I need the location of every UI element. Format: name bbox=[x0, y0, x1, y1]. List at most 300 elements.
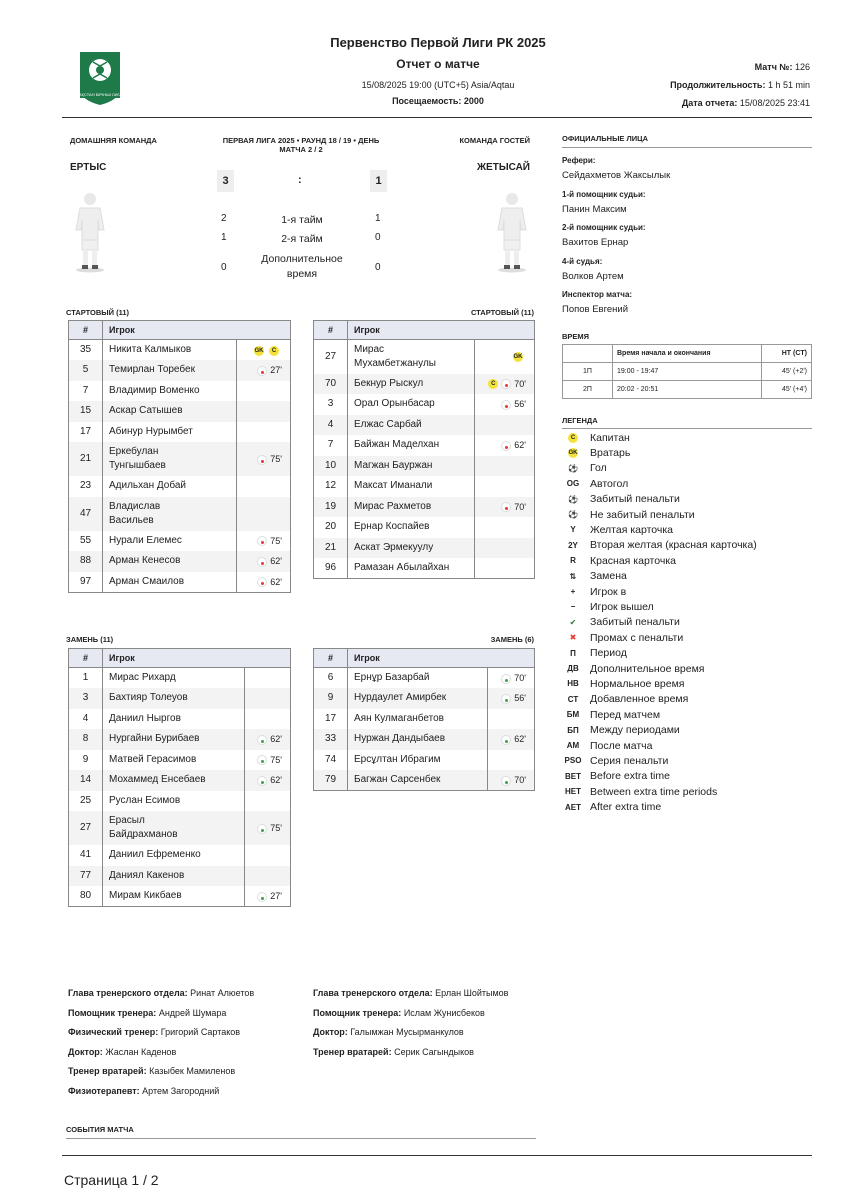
staff-member bbox=[68, 1047, 176, 1057]
player-number: 17 bbox=[69, 422, 103, 443]
table-row bbox=[314, 476, 535, 497]
period-home-score: 0 bbox=[221, 262, 227, 273]
player-number: 3 bbox=[314, 394, 348, 415]
staff-member bbox=[68, 1027, 240, 1037]
legend-icon: PSO bbox=[564, 756, 582, 766]
table-row bbox=[69, 340, 291, 361]
legend-icon: СТ bbox=[567, 694, 579, 704]
player-number: 21 bbox=[314, 538, 348, 559]
table-row bbox=[69, 866, 291, 887]
page-number: Страница 1 / 2 bbox=[64, 1172, 159, 1188]
report-subtitle: Отчет о матче bbox=[396, 57, 480, 71]
staff-member bbox=[313, 1008, 485, 1018]
match-events-title: СОБЫТИЯ МАТЧА bbox=[66, 1125, 134, 1134]
player-events bbox=[487, 688, 534, 709]
player-number: 97 bbox=[69, 572, 103, 593]
table-row bbox=[69, 729, 291, 750]
legend-item bbox=[564, 569, 627, 584]
official-name: Сейдахметов Жаксылык bbox=[562, 170, 671, 181]
player-number: 6 bbox=[314, 668, 348, 689]
event-minute: 62' bbox=[270, 734, 282, 745]
player-events bbox=[244, 750, 290, 771]
staff-member bbox=[313, 988, 508, 998]
legend-label: Забитый пенальти bbox=[590, 616, 680, 629]
legend-label: Серия пенальти bbox=[590, 754, 669, 767]
legend-icon: АМ bbox=[566, 741, 580, 750]
table-header-row bbox=[69, 649, 291, 668]
player-events bbox=[237, 476, 291, 497]
event-minute: 70' bbox=[514, 501, 526, 512]
legend-title: ЛЕГЕНДА bbox=[562, 416, 598, 425]
time-col-ht: HT (CT) bbox=[762, 345, 812, 363]
player-events bbox=[474, 435, 534, 456]
player-name: Мохаммед Енсебаев bbox=[103, 770, 245, 791]
player-name: Аскат Эрмекуулу bbox=[348, 538, 475, 559]
legend-icon: R bbox=[570, 556, 576, 566]
table-row bbox=[69, 886, 291, 907]
table-header-row bbox=[69, 321, 291, 340]
legend-label: Between extra time periods bbox=[590, 785, 718, 798]
player-events bbox=[244, 709, 290, 730]
staff-member bbox=[68, 1008, 226, 1018]
staff-member bbox=[313, 1047, 474, 1057]
period-away-score: 0 bbox=[375, 262, 381, 273]
staff-name: Жаслан Каденов bbox=[102, 1046, 177, 1057]
player-number: 33 bbox=[314, 729, 348, 750]
player-number: 17 bbox=[314, 709, 348, 730]
home-kit-icon bbox=[70, 190, 110, 274]
player-in-icon bbox=[257, 735, 267, 745]
staff-name: Серик Сагындыков bbox=[391, 1046, 474, 1057]
player-name: Арман Кенесов bbox=[103, 551, 237, 572]
event-minute: 62' bbox=[270, 775, 282, 786]
legend-label: Между периодами bbox=[590, 724, 680, 737]
away-starting-title: СТАРТОВЫЙ (11) bbox=[470, 308, 534, 317]
time-range: 20:02 - 20:51 bbox=[613, 381, 762, 399]
player-name: Мирам Кикбаев bbox=[103, 886, 245, 907]
staff-name: Ринат Алюетов bbox=[187, 988, 255, 998]
time-title: ВРЕМЯ bbox=[562, 332, 590, 341]
table-row bbox=[69, 770, 291, 791]
legend-icon: ⚽ bbox=[568, 494, 578, 504]
goalkeeper-badge-icon: GK bbox=[513, 354, 523, 361]
legend-label: Капитан bbox=[590, 431, 630, 444]
legend-label: Вратарь bbox=[590, 446, 631, 459]
table-row bbox=[69, 381, 291, 402]
player-events bbox=[244, 770, 290, 791]
player-events bbox=[474, 456, 534, 477]
events-divider bbox=[66, 1138, 536, 1139]
legend-icon: ⚽ bbox=[568, 463, 578, 473]
player-name: Ернар Коспайев bbox=[348, 517, 475, 538]
player-events bbox=[237, 381, 291, 402]
player-in-icon bbox=[501, 694, 511, 704]
player-number: 96 bbox=[314, 558, 348, 579]
player-name: Руслан Есимов bbox=[103, 791, 245, 812]
player-name: Орал Орынбасар bbox=[348, 394, 475, 415]
away-subs-title: ЗАМЕНЬ (6) bbox=[490, 635, 534, 644]
period-away-score: 1 bbox=[375, 213, 381, 224]
legend-label: Вторая желтая (красная карточка) bbox=[590, 539, 757, 552]
legend-item bbox=[564, 676, 684, 691]
player-name: Бахтияр Толеуов bbox=[103, 688, 245, 709]
player-events bbox=[237, 497, 291, 531]
legend-item bbox=[564, 492, 680, 507]
player-out-icon bbox=[257, 455, 267, 465]
home-subs-table bbox=[68, 648, 291, 907]
event-minute: 70' bbox=[514, 775, 526, 785]
official-role: 4-й судья: bbox=[562, 256, 603, 266]
player-name: Мирас Рихард bbox=[103, 668, 245, 689]
player-number: 79 bbox=[314, 770, 348, 791]
col-player-header: Игрок bbox=[348, 649, 535, 668]
legend-label: Желтая карточка bbox=[590, 523, 674, 536]
home-starting-title: СТАРТОВЫЙ (11) bbox=[66, 308, 130, 317]
player-number: 1 bbox=[69, 668, 103, 689]
player-events bbox=[237, 572, 291, 593]
officials-title: ОФИЦИАЛЬНЫЕ ЛИЦА bbox=[562, 134, 649, 143]
table-row bbox=[314, 517, 535, 538]
table-row bbox=[314, 750, 535, 771]
player-in-icon bbox=[501, 776, 511, 786]
legend-icon: НВ bbox=[567, 679, 579, 689]
legend-icon: ⚽ bbox=[568, 510, 578, 519]
legend-label: Замена bbox=[590, 570, 627, 583]
match-datetime: 15/08/2025 19:00 (UTC+5) Asia/Aqtau bbox=[361, 80, 515, 90]
legend-item bbox=[564, 753, 668, 768]
player-events bbox=[237, 360, 291, 381]
match-number: Матч №: 126 bbox=[754, 62, 810, 72]
staff-member bbox=[68, 1086, 219, 1096]
player-name: Даниял Какенов bbox=[103, 866, 245, 887]
table-row bbox=[69, 422, 291, 443]
player-name: Ерсұлтан Ибрагим bbox=[348, 750, 488, 771]
player-events bbox=[474, 394, 534, 415]
legend-icon: БП bbox=[567, 725, 579, 735]
event-minute: 62' bbox=[270, 576, 282, 587]
staff-name: Григорий Сартаков bbox=[158, 1027, 241, 1037]
legend-item bbox=[564, 661, 705, 676]
official-role: 2-й помощник судьи: bbox=[562, 223, 646, 232]
legend-label: Игрок в bbox=[590, 585, 627, 598]
player-name: Багжан Сарсенбек bbox=[348, 770, 488, 791]
staff-name: Галымжан Мусырманкулов bbox=[347, 1027, 464, 1037]
col-player-header: Игрок bbox=[103, 649, 291, 668]
event-minute: 62' bbox=[514, 734, 526, 745]
table-row bbox=[314, 394, 535, 415]
legend-icon: AET bbox=[565, 802, 581, 812]
table-row bbox=[314, 374, 535, 395]
player-name: Матвей Герасимов bbox=[103, 750, 245, 771]
event-minute: 56' bbox=[514, 399, 526, 410]
table-row bbox=[314, 668, 535, 689]
legend-item bbox=[564, 476, 628, 491]
player-events bbox=[474, 497, 534, 518]
period-home-score: 2 bbox=[221, 213, 227, 224]
player-number: 80 bbox=[69, 886, 103, 907]
official-role: 1-й помощник судьи: bbox=[562, 189, 646, 199]
player-name: Владислав Васильев bbox=[103, 497, 237, 531]
table-row bbox=[69, 791, 291, 812]
table-row bbox=[314, 435, 535, 456]
player-number: 27 bbox=[69, 811, 103, 845]
player-number: 70 bbox=[314, 374, 348, 395]
player-number: 3 bbox=[69, 688, 103, 709]
legend-label: Before extra time bbox=[590, 770, 670, 783]
legend-item bbox=[564, 646, 627, 661]
event-minute: 27' bbox=[270, 365, 282, 376]
table-row bbox=[314, 770, 535, 791]
time-header-row bbox=[563, 345, 812, 363]
time-ht: 45' (+4') bbox=[762, 381, 812, 399]
event-minute: 62' bbox=[270, 556, 282, 567]
player-name: Адильхан Добай bbox=[103, 476, 237, 497]
player-out-icon bbox=[501, 502, 511, 512]
away-kit-icon bbox=[492, 190, 532, 274]
legend-item bbox=[564, 630, 683, 645]
match-duration: Продолжительность: 1 h 51 min bbox=[670, 80, 810, 90]
player-events bbox=[487, 750, 534, 771]
legend-item bbox=[564, 461, 607, 476]
time-range: 19:00 - 19:47 bbox=[613, 363, 762, 381]
player-name: Еркебулан Тунгышбаев bbox=[103, 442, 237, 476]
player-events bbox=[244, 791, 290, 812]
away-score: 1 bbox=[370, 170, 387, 192]
col-player-header: Игрок bbox=[103, 321, 291, 340]
table-row bbox=[69, 531, 291, 552]
home-subs-title: ЗАМЕНЬ (11) bbox=[66, 635, 114, 644]
time-row bbox=[563, 363, 812, 381]
away-team-label: КОМАНДА ГОСТЕЙ bbox=[459, 136, 530, 145]
header-divider bbox=[62, 117, 812, 118]
table-row bbox=[69, 750, 291, 771]
staff-name: Ерлан Шойтымов bbox=[432, 988, 509, 998]
player-name: Магжан Бауржан bbox=[348, 456, 475, 477]
player-events bbox=[237, 401, 291, 422]
player-events bbox=[237, 551, 291, 572]
player-out-icon bbox=[501, 400, 511, 410]
official-role: Инспектор матча: bbox=[562, 290, 633, 299]
player-in-icon bbox=[257, 755, 267, 765]
league-logo bbox=[74, 50, 126, 106]
player-events bbox=[474, 340, 534, 374]
legend-label: Гол bbox=[590, 462, 607, 475]
player-name: Ерасыл Байдрахманов bbox=[103, 811, 245, 845]
player-name: Мирас Мухамбетжанулы bbox=[348, 340, 475, 374]
player-events bbox=[474, 538, 534, 559]
player-number: 14 bbox=[69, 770, 103, 791]
staff-role: Глава тренерского отдела: bbox=[313, 988, 433, 998]
player-name: Байжан Маделхан bbox=[348, 435, 475, 456]
period-label: Дополнительное время bbox=[261, 253, 343, 280]
player-out-icon bbox=[257, 577, 267, 587]
event-minute: 75' bbox=[270, 754, 282, 765]
player-number: 12 bbox=[314, 476, 348, 497]
staff-name: Андрей Шумара bbox=[156, 1007, 227, 1018]
player-name: Темирлан Торебек bbox=[103, 360, 237, 381]
legend-item bbox=[564, 615, 680, 630]
legend-label: After extra time bbox=[590, 801, 662, 814]
staff-role: Глава тренерского отдела: bbox=[68, 988, 188, 998]
table-row bbox=[314, 709, 535, 730]
player-number: 7 bbox=[314, 435, 348, 456]
legend-item bbox=[564, 507, 695, 522]
player-out-icon bbox=[257, 536, 267, 546]
staff-role: Помощник тренера: bbox=[313, 1007, 402, 1018]
footer-divider bbox=[62, 1155, 812, 1156]
legend-icon: ⇅ bbox=[569, 571, 577, 581]
player-number: 77 bbox=[69, 866, 103, 887]
player-name: Аскар Сатышев bbox=[103, 401, 237, 422]
staff-name: Артем Загородний bbox=[139, 1085, 220, 1096]
player-number: 8 bbox=[69, 729, 103, 750]
event-minute: 62' bbox=[514, 440, 526, 451]
event-minute: 27' bbox=[270, 891, 282, 901]
legend-item bbox=[564, 522, 673, 537]
report-date: Дата отчета: 15/08/2025 23:41 bbox=[681, 98, 810, 108]
period-label: 2-я тайм bbox=[281, 233, 323, 245]
staff-role: Физический тренер: bbox=[68, 1027, 159, 1037]
legend-label: Игрок вышел bbox=[590, 600, 654, 613]
player-name: Арман Смаилов bbox=[103, 572, 237, 593]
player-number: 7 bbox=[69, 381, 103, 402]
official-name: Попов Евгений bbox=[562, 304, 629, 315]
home-team-name: ЕРТЫС bbox=[70, 162, 107, 173]
player-events bbox=[244, 886, 290, 907]
player-number: 88 bbox=[69, 551, 103, 572]
time-row bbox=[563, 381, 812, 399]
player-name: Ернұр Базарбай bbox=[348, 668, 488, 689]
player-number: 9 bbox=[314, 688, 348, 709]
event-minute: 75' bbox=[270, 823, 282, 833]
player-events bbox=[244, 811, 290, 845]
legend-icon: OG bbox=[566, 479, 580, 489]
legend-item bbox=[564, 430, 630, 445]
official-name: Волков Артем bbox=[562, 270, 624, 282]
staff-role: Тренер вратарей: bbox=[68, 1066, 147, 1076]
player-number: 47 bbox=[69, 497, 103, 531]
player-number: 27 bbox=[314, 340, 348, 374]
table-row bbox=[69, 688, 291, 709]
player-events bbox=[244, 845, 290, 866]
svg-text:ҚАЗАҚСТАН БІРІНШІ ЛИГАСЫ: ҚАЗАҚСТАН БІРІНШІ ЛИГАСЫ bbox=[74, 92, 126, 97]
legend-item bbox=[564, 707, 660, 722]
staff-role: Помощник тренера: bbox=[68, 1007, 157, 1018]
legend-label: Красная карточка bbox=[590, 554, 676, 567]
event-minute: 70' bbox=[514, 378, 526, 389]
player-name: Максат Иманали bbox=[348, 476, 475, 497]
player-number: 4 bbox=[314, 415, 348, 436]
home-score: 3 bbox=[217, 170, 234, 192]
legend-label: Автогол bbox=[590, 477, 629, 490]
table-row bbox=[314, 538, 535, 559]
col-number-header: # bbox=[69, 649, 103, 668]
staff-name: Казыбек Мамиленов bbox=[146, 1066, 236, 1076]
player-events bbox=[487, 729, 534, 750]
event-minute: 70' bbox=[514, 673, 526, 683]
table-row bbox=[69, 401, 291, 422]
table-row bbox=[69, 442, 291, 476]
legend-icon: П bbox=[570, 648, 576, 658]
event-minute: 75' bbox=[270, 535, 282, 546]
player-name: Нуржан Дандыбаев bbox=[348, 729, 488, 750]
legend-icon: + bbox=[570, 587, 576, 596]
legend-item bbox=[564, 445, 630, 460]
legend-icon: Y bbox=[570, 525, 576, 535]
player-name: Даниил Ефременко bbox=[103, 845, 245, 866]
player-number: 19 bbox=[314, 497, 348, 518]
period-away-score: 0 bbox=[375, 232, 381, 243]
official-name: Вахитов Ернар bbox=[562, 237, 629, 248]
player-events bbox=[237, 442, 291, 476]
legend-item bbox=[564, 784, 717, 799]
legend-item bbox=[564, 723, 680, 738]
table-row bbox=[69, 360, 291, 381]
table-row bbox=[314, 729, 535, 750]
time-ht: 45' (+2') bbox=[762, 363, 812, 381]
legend-item bbox=[564, 553, 676, 568]
legend-icon: GK bbox=[568, 449, 578, 456]
legend-icon: − bbox=[570, 602, 576, 612]
player-number: 55 bbox=[69, 531, 103, 552]
table-row bbox=[69, 668, 291, 689]
staff-role: Физиотерапевт: bbox=[68, 1085, 140, 1096]
player-number: 25 bbox=[69, 791, 103, 812]
legend-item bbox=[564, 584, 626, 599]
legend-label: Период bbox=[590, 647, 627, 660]
table-row bbox=[314, 415, 535, 436]
player-in-icon bbox=[257, 824, 267, 834]
player-events bbox=[237, 531, 291, 552]
player-events bbox=[487, 709, 534, 730]
player-number: 9 bbox=[69, 750, 103, 771]
report-title: Первенство Первой Лиги РК 2025 bbox=[330, 35, 546, 50]
captain-badge-icon: C bbox=[269, 346, 279, 356]
legend-item bbox=[564, 538, 757, 553]
legend-item bbox=[564, 692, 688, 707]
event-minute: 75' bbox=[270, 454, 282, 464]
player-name: Мирас Рахметов bbox=[348, 497, 475, 518]
staff-role: Тренер вратарей: bbox=[313, 1046, 392, 1057]
table-row bbox=[314, 558, 535, 579]
player-name: Елжас Сарбай bbox=[348, 415, 475, 436]
player-out-icon bbox=[257, 557, 267, 567]
time-col-range: Время начала и окончания bbox=[613, 345, 762, 363]
legend-icon: C bbox=[568, 433, 578, 443]
table-row bbox=[69, 845, 291, 866]
player-name: Бекнур Рыскул bbox=[348, 374, 475, 395]
table-row bbox=[314, 340, 535, 374]
official-name: Панин Максим bbox=[562, 203, 627, 215]
player-number: 4 bbox=[69, 709, 103, 730]
table-row bbox=[314, 456, 535, 477]
legend-icon: BET bbox=[565, 771, 581, 781]
player-events bbox=[244, 729, 290, 750]
period-label: 1-я тайм bbox=[281, 214, 323, 226]
player-events bbox=[474, 558, 534, 579]
staff-name: Ислам Жунисбеков bbox=[401, 1007, 485, 1018]
officials-divider bbox=[562, 147, 812, 148]
player-name: Абинур Нурымбет bbox=[103, 422, 237, 443]
legend-icon: ✔ bbox=[569, 617, 577, 627]
player-out-icon bbox=[501, 379, 511, 389]
time-period: 1П bbox=[563, 363, 613, 381]
player-events bbox=[474, 415, 534, 436]
player-number: 21 bbox=[69, 442, 103, 476]
player-events bbox=[487, 770, 534, 791]
legend-label: Не забитый пенальти bbox=[590, 508, 695, 521]
legend-item bbox=[564, 769, 670, 784]
